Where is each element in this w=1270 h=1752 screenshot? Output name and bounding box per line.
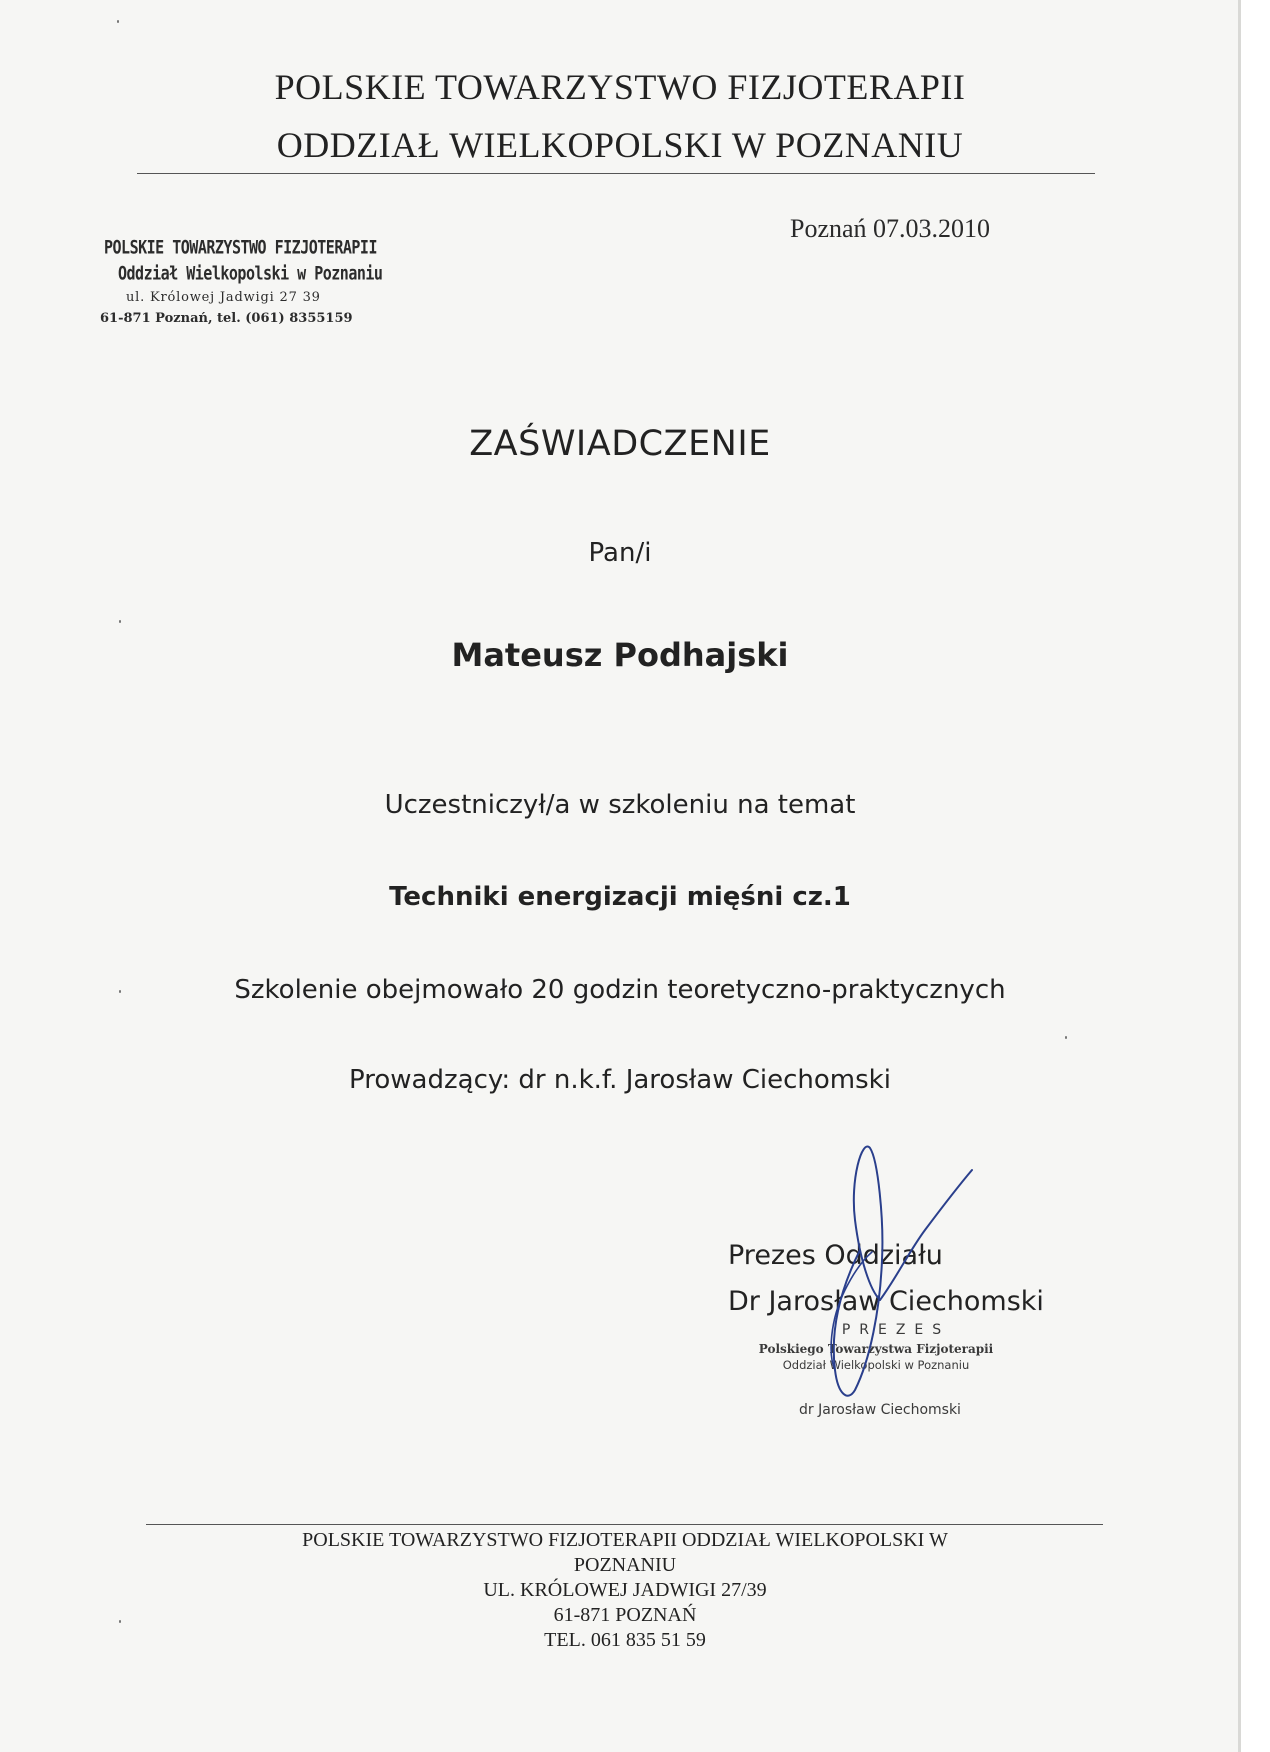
scan-speck (119, 990, 121, 993)
scan-speck (117, 20, 119, 23)
training-topic: Techniki energizacji mięśni cz.1 (389, 882, 851, 912)
participant-name: Mateusz Podhajski (451, 636, 789, 674)
president-stamp-branch: Oddział Wielkopolski w Poznaniu (782, 1358, 970, 1372)
footer-phone: TEL. 061 835 51 59 (544, 1629, 706, 1651)
header-divider (137, 173, 1095, 174)
president-stamp-name: dr Jarosław Ciechomski (799, 1402, 961, 1418)
salutation: Pan/i (588, 538, 652, 568)
scan-edge (1238, 0, 1241, 1752)
document-title: ZAŚWIADCZENIE (469, 424, 771, 464)
signatory-role: Prezes Oddziału (728, 1240, 943, 1271)
participation-statement: Uczestniczył/a w szkoleniu na temat (384, 790, 856, 820)
training-hours: Szkolenie obejmowało 20 godzin teoretyczno-praktycznych (234, 975, 1006, 1005)
stamp-line-street: ul. Królowej Jadwigi 27 39 (126, 290, 321, 305)
footer-divider (146, 1524, 1103, 1525)
scan-speck (119, 1620, 121, 1623)
footer-street: UL. KRÓLOWEJ JADWIGI 27/39 (483, 1579, 767, 1601)
handwritten-signature (800, 1140, 1000, 1410)
footer-city: POZNANIU (573, 1554, 677, 1576)
footer-address (160, 1528, 1090, 1653)
organization-name: POLSKIE TOWARZYSTWO FIZJOTERAPII (274, 67, 966, 107)
organization-stamp (100, 235, 390, 326)
president-stamp-organization: Polskiego Towarzystwa Fizjoterapii (758, 1342, 994, 1356)
lecturer: Prowadzący: dr n.k.f. Jarosław Ciechomski (349, 1065, 891, 1095)
scan-speck (1065, 1036, 1067, 1039)
president-stamp-title: PREZES (841, 1322, 951, 1338)
stamp-line-city-phone: 61-871 Poznań, tel. (061) 8355159 (100, 311, 353, 326)
signatory-name: Dr Jarosław Ciechomski (728, 1286, 1044, 1317)
stamp-line-organization: POLSKIE TOWARZYSTWO FIZJOTERAPII (104, 235, 377, 259)
footer-postal-code: 61-871 POZNAŃ (553, 1604, 697, 1626)
issue-date: Poznań 07.03.2010 (790, 214, 991, 243)
footer-organization: POLSKIE TOWARZYSTWO FIZJOTERAPII ODDZIAŁ WIELKOPOLSKI W (302, 1529, 948, 1551)
stamp-line-branch: Oddział Wielkopolski w Poznaniu (118, 261, 383, 285)
scan-speck (119, 620, 121, 623)
branch-name: ODDZIAŁ WIELKOPOLSKI W POZNANIU (276, 125, 964, 165)
